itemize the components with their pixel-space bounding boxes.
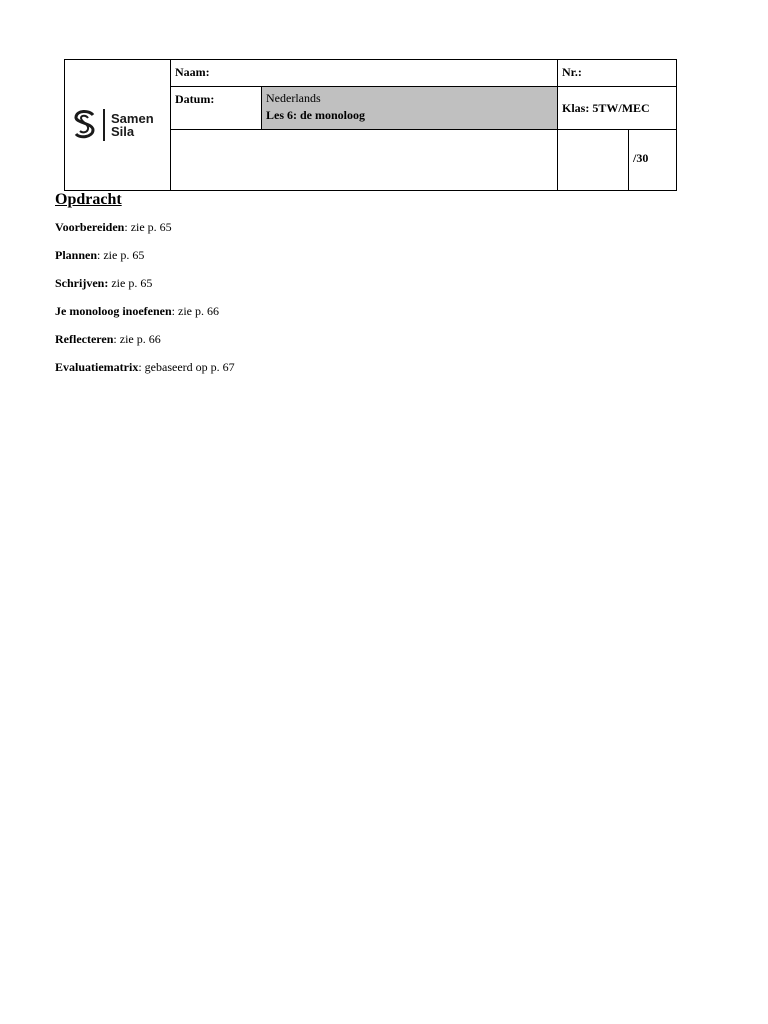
naam-label: Naam:	[175, 65, 210, 79]
item-label: Plannen	[55, 248, 98, 262]
score-cell	[629, 130, 677, 191]
lesson-label: Les 6: de monoloog	[266, 108, 365, 122]
item-label: Reflecteren	[55, 332, 114, 346]
item-label: Schrijven:	[55, 276, 109, 290]
list-item	[55, 360, 705, 374]
empty-cell	[171, 130, 558, 191]
item-text: zie p. 66	[119, 332, 161, 346]
blank-score-cell	[558, 130, 629, 191]
nr-cell	[558, 60, 677, 87]
item-separator: :	[97, 248, 104, 262]
datum-cell	[171, 87, 262, 130]
datum-label: Datum:	[175, 92, 215, 106]
list-item	[55, 248, 705, 262]
klas-cell	[558, 87, 677, 130]
item-separator: :	[113, 332, 120, 346]
logo-divider	[103, 109, 105, 141]
logo	[65, 60, 170, 190]
samen-sila-logo-icon	[71, 109, 99, 141]
list-item	[55, 332, 705, 346]
item-text: zie p. 66	[178, 304, 220, 318]
assignment-title: Opdracht	[55, 191, 122, 208]
header-table	[64, 59, 677, 191]
logo-text-sila: Sila	[111, 124, 135, 139]
logo-cell	[65, 60, 171, 191]
subject-label: Nederlands	[266, 91, 321, 105]
item-separator: :	[138, 360, 145, 374]
item-separator: :	[171, 304, 179, 318]
score-label: /30	[633, 151, 649, 165]
klas-label: Klas: 5TW/MEC	[562, 101, 650, 115]
list-item	[55, 220, 705, 234]
list-item	[55, 304, 705, 318]
item-label: Je monoloog inoefenen	[55, 304, 172, 318]
item-text: zie p. 65	[111, 276, 153, 290]
naam-cell	[171, 60, 558, 87]
nr-label: Nr.:	[562, 65, 582, 79]
assignment-section	[55, 190, 705, 388]
list-item	[55, 276, 705, 290]
item-text: gebaseerd op p. 67	[144, 360, 235, 374]
logo-text	[111, 112, 154, 138]
item-text: zie p. 65	[130, 220, 172, 234]
item-label: Evaluatiematrix	[55, 360, 139, 374]
logo-text-samen: Samen	[111, 111, 154, 126]
subject-cell	[262, 87, 558, 130]
item-label: Voorbereiden	[55, 220, 125, 234]
item-separator: :	[124, 220, 131, 234]
item-text: zie p. 65	[103, 248, 145, 262]
